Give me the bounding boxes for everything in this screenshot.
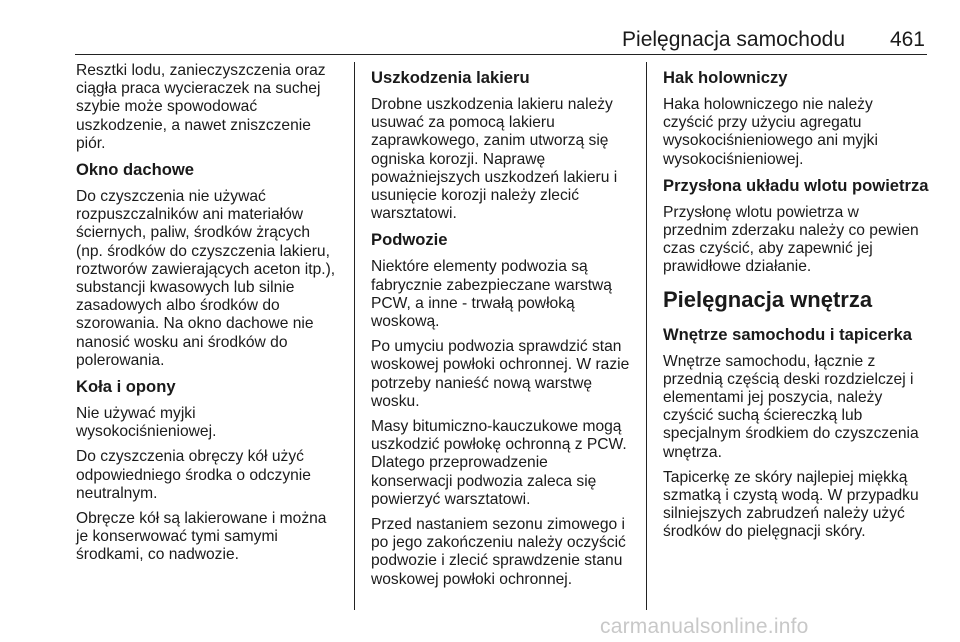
paragraph: Drobne uszkodzenia lakieru należy usuwać za pomocą lakieru zaprawkowego, zanim utworzą się ogniska korozji. Naprawę poważniejszych uszkodzeń lakieru i usunięcie korozji należy zlecić warsztatowi. <box>371 96 618 223</box>
section-heading: Uszkodzenia lakieru <box>371 68 530 87</box>
paragraph: Wnętrze samochodu, łącznie z przednią częścią deski rozdzielczej i elementami jej poszycia, należy czyścić suchą ściereczką lub specjalnym środkiem do czyszczenia wnętrza. <box>663 352 919 461</box>
paragraph: Przed nastaniem sezonu zimowego i po jego zakończeniu należy oczyścić podwozie i zlecić sprawdzenie stanu woskowej powłoki ochronnej. <box>371 516 626 588</box>
paragraph: Przysłonę wlotu powietrza w przednim zderzaku należy co pewien czas czyścić, aby zapewnić jej prawidłowe działanie. <box>663 203 919 276</box>
paragraph: Po umyciu podwozia sprawdzić stan woskowej powłoki ochronnej. W razie potrzeby nanieść nową warstwę wosku. <box>371 338 630 410</box>
column-divider <box>646 62 647 610</box>
paragraph: Do czyszczenia obręczy kół użyć odpowiedniego środka o odczynie neutralnym. <box>76 448 311 502</box>
column-divider <box>354 62 355 610</box>
text-column-2 <box>371 62 641 596</box>
page-number: 461 <box>889 28 925 51</box>
chapter-title: Pielęgnacja samochodu <box>622 28 845 51</box>
paragraph: Obręcze kół są lakierowane i można je konserwować tymi samymi środkami, co nadwozie. <box>76 510 327 564</box>
header-rule <box>75 54 927 55</box>
section-heading: Koła i opony <box>76 377 176 397</box>
section-heading: Hak holowniczy <box>663 68 788 87</box>
text-column-3 <box>663 62 938 549</box>
text-column-1 <box>76 62 346 572</box>
section-heading: Pielęgnacja wnętrza <box>663 286 873 312</box>
paragraph: Niektóre elementy podwozia są fabrycznie zabezpieczane warstwą PCW, a inne - trwałą powłoką woskową. <box>371 258 612 331</box>
paragraph: Tapicerkę ze skóry najlepiej miękką szmatką i czystą wodą. W przypadku silniejszych zabrudzeń należy użyć środków do pielęgnacji skóry. <box>663 468 919 541</box>
paragraph: Resztki lodu, zanieczyszczenia oraz ciągła praca wycieraczek na suchej szybie może spowodować uszkodzenie, a nawet zniszczenie piór. <box>76 62 326 152</box>
paragraph: Haka holowniczego nie należy czyścić przy użyciu agregatu wysokociśnieniowego ani myjki wysokociśnieniowej. <box>663 96 878 168</box>
page-header <box>75 26 927 52</box>
paragraph: Nie używać myjki wysokociśnieniowej. <box>76 405 217 441</box>
watermark: carmanualsonline.info <box>600 615 809 638</box>
section-heading: Okno dachowe <box>76 160 195 180</box>
section-heading: Przysłona układu wlotu powietrza <box>663 175 929 195</box>
paragraph: Masy bitumiczno-kauczukowe mogą uszkodzić powłokę ochronną z PCW. Dlatego przeprowadzenie konserwacji podwozia zaleca się powierzyć warsztatowi. <box>371 418 627 508</box>
paragraph: Do czyszczenia nie używać rozpuszczalników ani materiałów ściernych, paliw, środków żrących (np. środków do czyszczenia lakieru, roztworów zawierających aceton itp.), substancji kwasowych lub silnie zasadowych albo środków do szorowania. Na okno dachowe nie nanosić wosku ani środków do polerowania. <box>76 188 336 369</box>
section-heading: Podwozie <box>371 230 448 250</box>
section-heading: Wnętrze samochodu i tapicerka <box>663 324 912 344</box>
